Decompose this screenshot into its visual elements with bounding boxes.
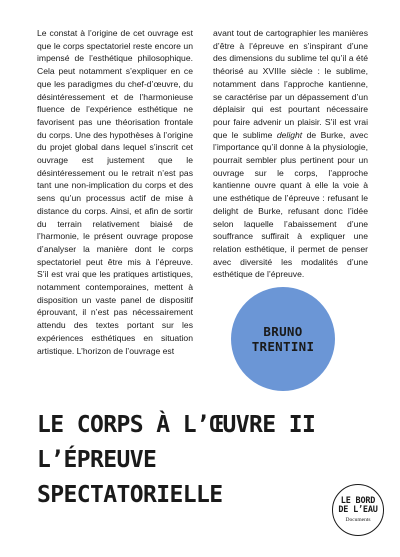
title-line-3: SPECTATORIELLE <box>37 482 223 508</box>
publisher-series: Documents <box>345 516 371 523</box>
publisher-logo <box>332 484 384 536</box>
book-title <box>37 408 367 513</box>
back-text-right-column <box>213 27 368 281</box>
author-first-name: BRUNO <box>263 324 303 339</box>
publisher-name-line-2: DE L’EAU <box>338 504 378 515</box>
delight-italic-word: delight <box>276 129 303 140</box>
title-line-2: L’ÉPREUVE <box>37 447 157 473</box>
left-column-paragraph: Le constat à l’origine de cet ouvrage est que le corps spectatoriel reste encore un impensé de l’esthétique philosophique. Cela peut notamment s’expliquer en ce que les paradigmes du chef-d’œuvre, du désintéressement et de l’harmonieuse fluence de l’expérience esthétique ne favorisent pas une théorisation frontale du corps. Une des hypothèses à l’origine du projet global dans lequel s’inscrit cet ouvrage est justement que le désintéressement ou le retrait n’est pas tant une non-implication du corps et des sens qu’un processus actif de mise à distance du corps. Ainsi, et afin de sortir du terrain relativement biaisé de l’harmonie, le présent ouvrage propose d’analyser la manière dont le corps spectatoriel peut être mis à l’épreuve. S’il est vrai que les pratiques artistiques, notamment contemporaines, mettent à disposition un vaste panel de dispositif éprouvant, il n’est pas nécessairement attendu des textes portant sur les expériences esthétiques en situation artistique. L’horizon de l’ouvrage est <box>37 28 193 356</box>
publisher-name-line-1: LE BORD <box>340 495 376 506</box>
right-column-text-end: de Burke, avec l’importance qu’il donne à la physiologie, pourrait sembler plus pertinent pour un ouvrage sur le corps, l’approche kantienne ouvre quant à elle la voie à une esthétique de l’épreuve : refusant le delight de Burke, refusant donc l’idée selon laquelle l’abaissement d’une souffrance suffirait à expliquer une relation esthétique, il permet de penser avec diversité les modalités d’une esthétique de l’épreuve. <box>213 129 368 280</box>
title-line-1: LE CORPS À L’ŒUVRE II <box>37 412 316 438</box>
right-column-text-start: avant tout de cartographier les manières d’être à l’épreuve en s’inspirant d’une des dimensions du sublime tel qu’il a été théorisé au XVIIIe siècle : le sublime, notamment dans l’approche kantienne, se caractérise par un dépassement d’un déplaisir qui est pourtant nécessaire pour faire advenir un plaisir. S’il est vrai que le sublime <box>213 28 368 140</box>
back-text-left-column <box>37 27 193 357</box>
author-last-name: TRENTINI <box>251 339 315 354</box>
right-column-paragraph <box>213 27 368 281</box>
author-badge <box>231 287 335 391</box>
